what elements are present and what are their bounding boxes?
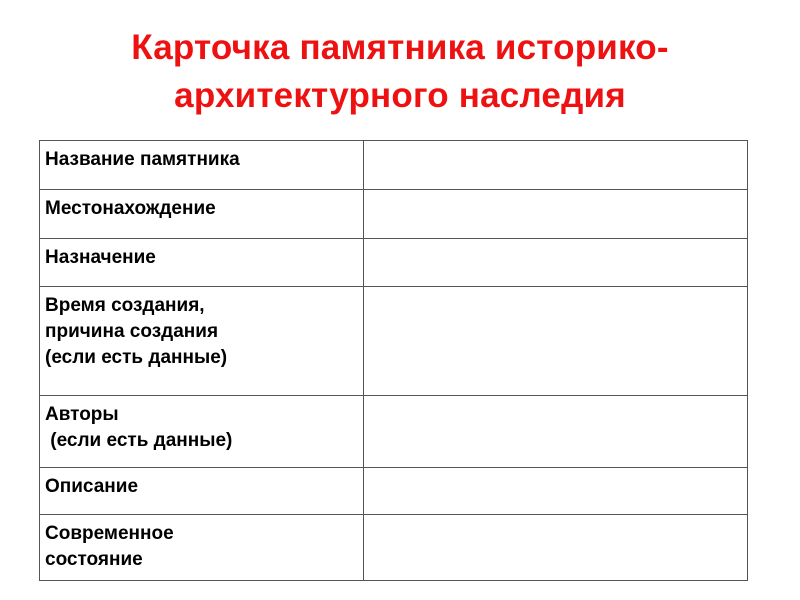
table-row-creation-time bbox=[40, 287, 748, 396]
row-label-line: Название памятника bbox=[45, 149, 240, 170]
row-label-current-state bbox=[40, 515, 364, 581]
table-row-name bbox=[40, 141, 748, 190]
row-label-line: Авторы bbox=[45, 404, 119, 425]
row-value-authors[interactable] bbox=[364, 396, 748, 468]
row-label-location bbox=[40, 190, 364, 239]
page-title-line-2: архитектурного наследия bbox=[174, 76, 626, 115]
table-row-purpose bbox=[40, 239, 748, 287]
table-row-current-state bbox=[40, 515, 748, 581]
row-label-line: (если есть данные) bbox=[45, 347, 228, 368]
row-label-line: Назначение bbox=[45, 247, 156, 268]
table-row-location bbox=[40, 190, 748, 239]
row-label-description bbox=[40, 468, 364, 515]
row-label-line: Описание bbox=[45, 476, 139, 497]
row-label-line: Современное bbox=[45, 523, 174, 544]
row-value-description[interactable] bbox=[364, 468, 748, 515]
page-title-line-1: Карточка памятника историко- bbox=[131, 28, 669, 67]
table-row-description bbox=[40, 468, 748, 515]
monument-card-table bbox=[39, 140, 748, 581]
row-label-line: состояние bbox=[45, 549, 143, 570]
row-label-creation-time bbox=[40, 287, 364, 396]
row-value-current-state[interactable] bbox=[364, 515, 748, 581]
page-title bbox=[0, 24, 800, 120]
row-label-authors bbox=[40, 396, 364, 468]
row-label-purpose bbox=[40, 239, 364, 287]
row-value-purpose[interactable] bbox=[364, 239, 748, 287]
row-label-line: (если есть данные) bbox=[45, 430, 233, 451]
row-label-line: Время создания, bbox=[45, 295, 205, 316]
row-value-location[interactable] bbox=[364, 190, 748, 239]
row-value-creation-time[interactable] bbox=[364, 287, 748, 396]
row-value-name[interactable] bbox=[364, 141, 748, 190]
row-label-line: Местонахождение bbox=[45, 198, 216, 219]
row-label-line: причина создания bbox=[45, 321, 219, 342]
row-label-name bbox=[40, 141, 364, 190]
table-row-authors bbox=[40, 396, 748, 468]
